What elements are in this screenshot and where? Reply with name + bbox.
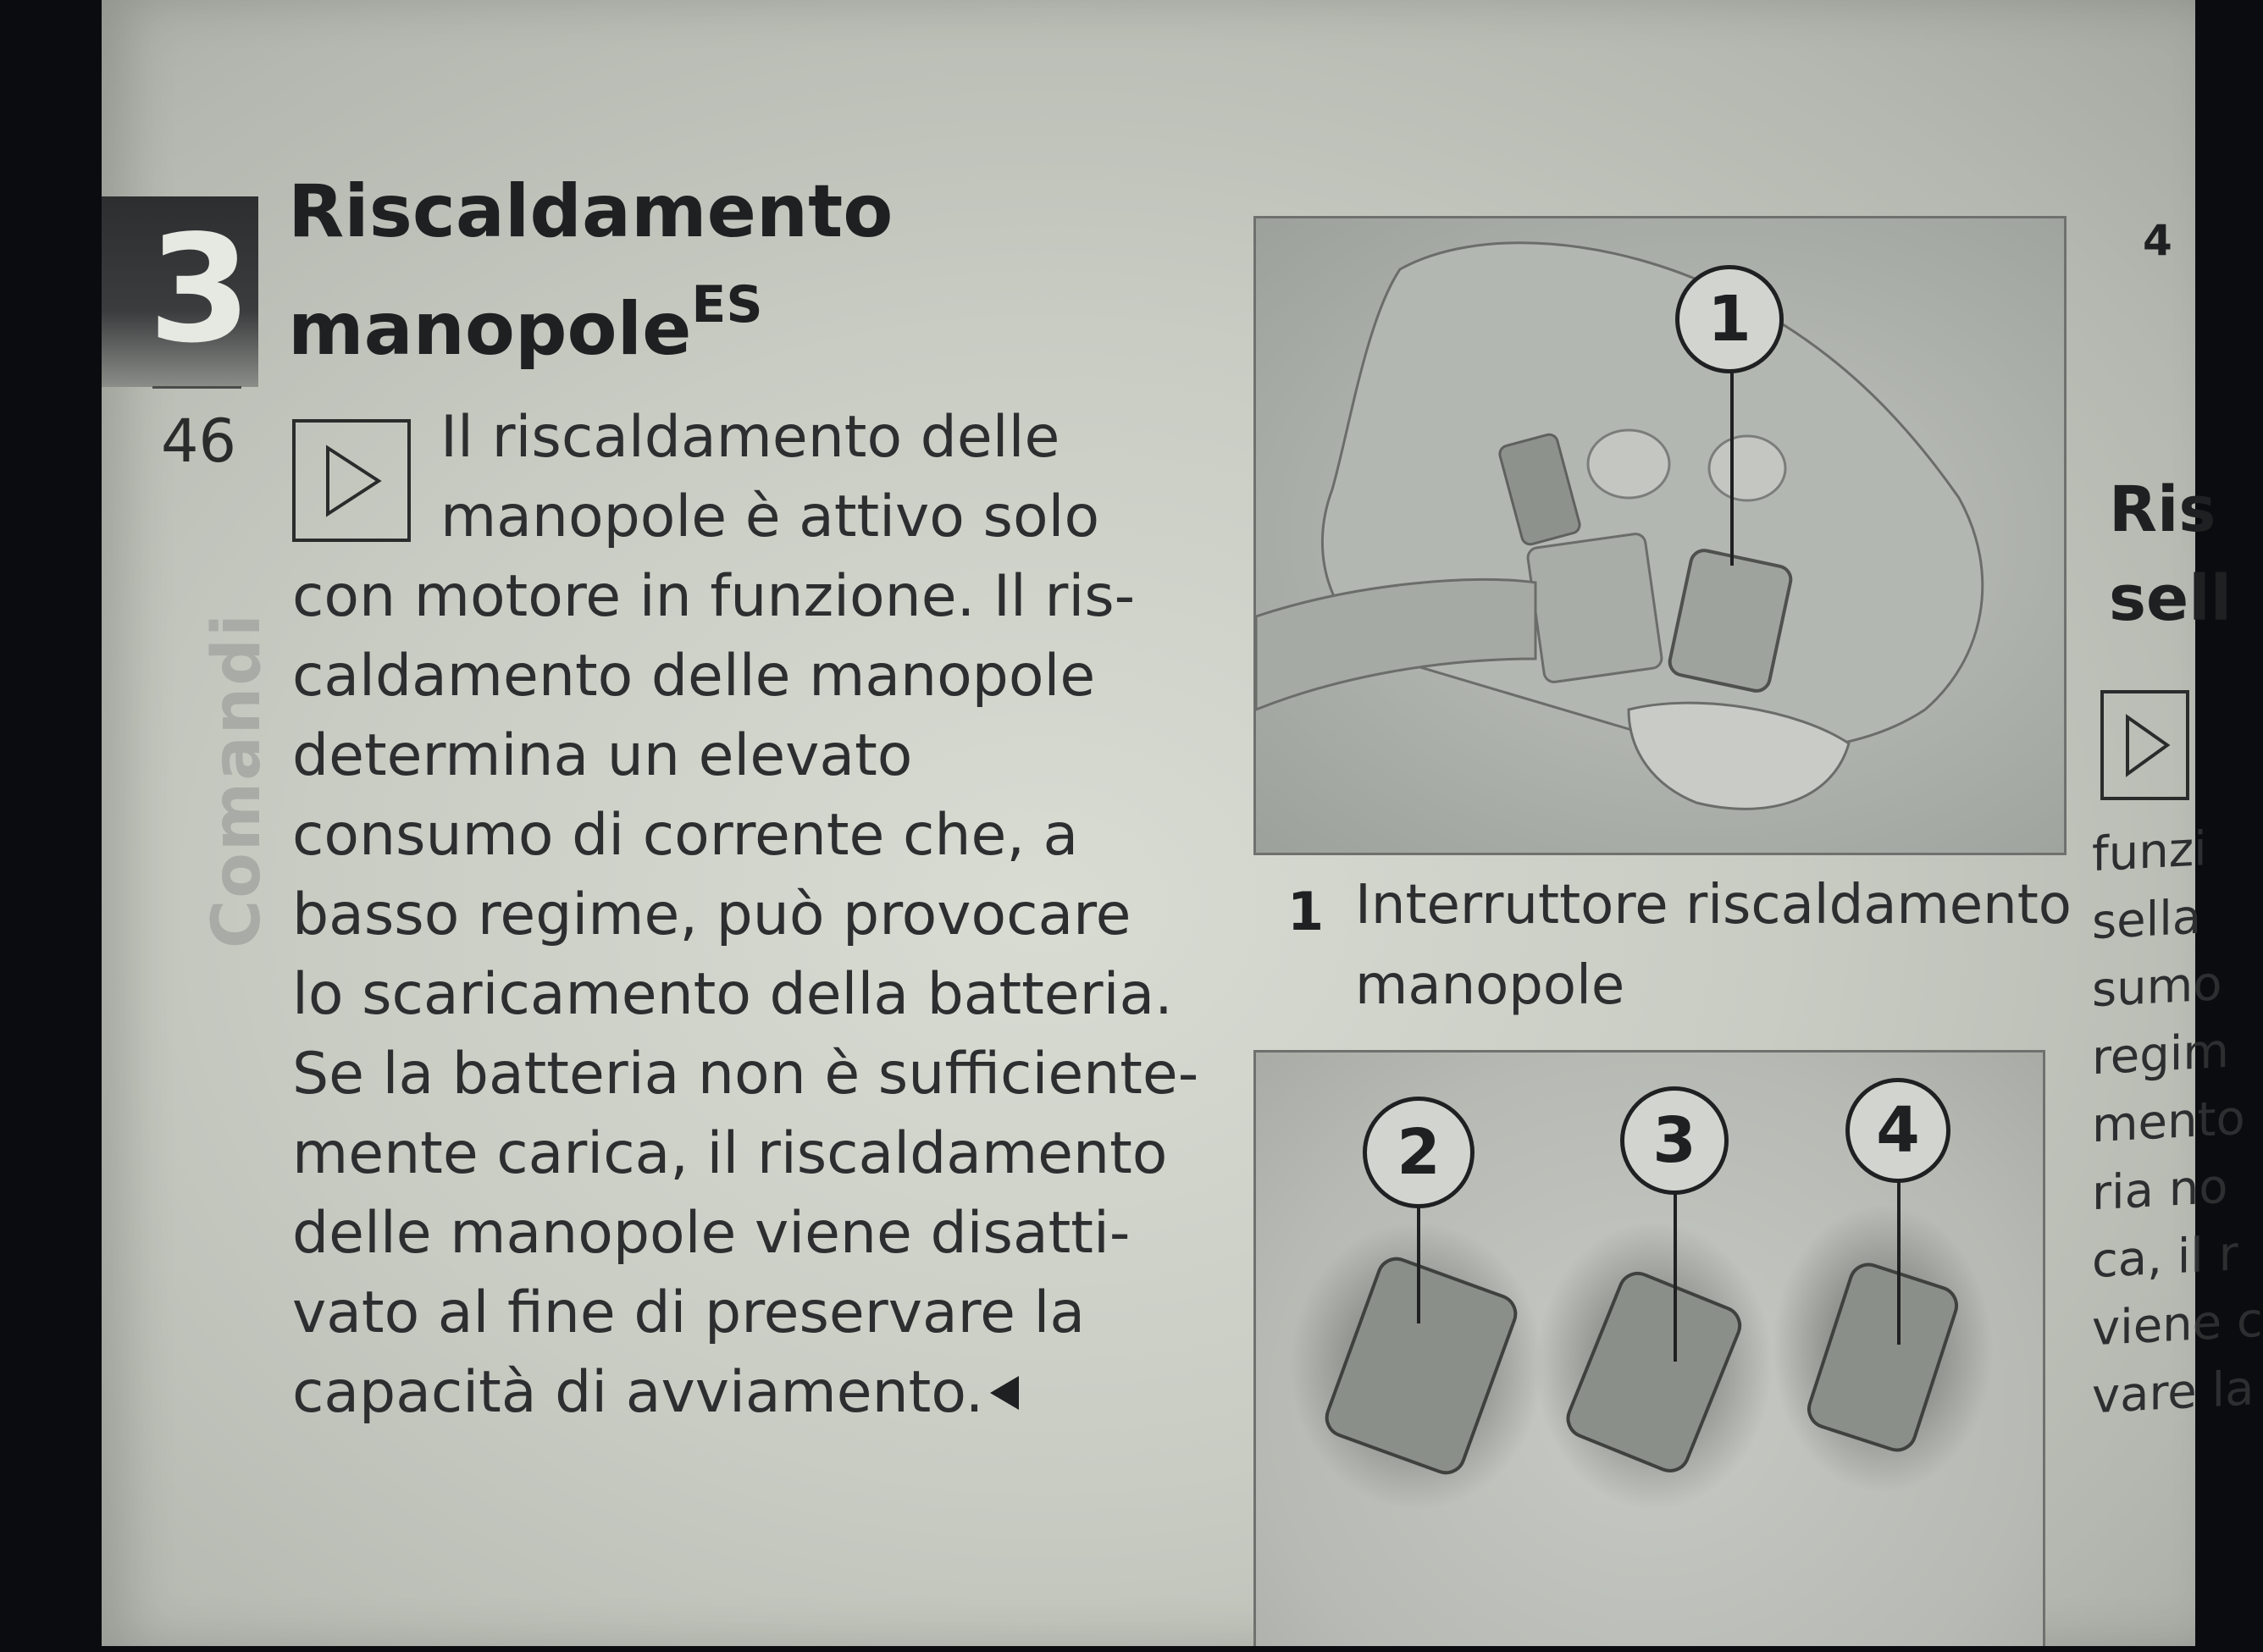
facing-title-line: Ris bbox=[2109, 473, 2216, 546]
title-line-1: Riscaldamento bbox=[288, 169, 894, 254]
figure-handlebar-switch bbox=[1253, 216, 2067, 855]
body-line: Il riscaldamento delle bbox=[440, 404, 1060, 471]
chapter-number: 3 bbox=[148, 204, 252, 376]
end-of-note-icon bbox=[990, 1376, 1019, 1410]
facing-page-number: 4 bbox=[2143, 216, 2172, 265]
facing-page-title bbox=[2109, 466, 2232, 644]
body-paragraph bbox=[292, 398, 1215, 1433]
facing-page-fragment bbox=[2083, 0, 2263, 1646]
callout-3: 3 bbox=[1620, 1086, 1729, 1195]
caption-number: 1 bbox=[1287, 881, 1325, 942]
facing-text-line: mento bbox=[2092, 1090, 2245, 1154]
body-line: determina un elevato bbox=[292, 722, 913, 789]
handlebar-illustration bbox=[1256, 218, 2064, 853]
body-line: manopole è attivo solo bbox=[440, 483, 1100, 550]
caption-line: Interruttore riscaldamento bbox=[1355, 874, 2072, 937]
facing-text-line: funzi bbox=[2092, 821, 2207, 883]
body-line: caldamento delle manopole bbox=[292, 643, 1096, 710]
title-line-2 bbox=[288, 258, 893, 376]
facing-text-line: sumo bbox=[2092, 956, 2222, 1019]
callout-4: 4 bbox=[1845, 1078, 1950, 1183]
facing-text-line: sella bbox=[2092, 889, 2202, 951]
facing-page-text bbox=[2092, 813, 2263, 1432]
chapter-divider bbox=[152, 386, 241, 389]
section-label: Comandi bbox=[199, 612, 275, 948]
figure-switch-positions bbox=[1253, 1050, 2045, 1646]
title-word: manopole bbox=[288, 287, 692, 372]
body-line: delle manopole viene disatti- bbox=[292, 1200, 1131, 1267]
body-line: mente carica, il riscaldamento bbox=[292, 1120, 1168, 1187]
body-line: Se la batteria non è sufficiente- bbox=[292, 1041, 1199, 1108]
callout-1: 1 bbox=[1675, 265, 1784, 373]
page-number: 46 bbox=[161, 406, 237, 476]
facing-text-line: ca, il r bbox=[2092, 1226, 2238, 1290]
body-line: con motore in funzione. Il ris- bbox=[292, 563, 1136, 630]
facing-text-line: vare la bbox=[2092, 1361, 2255, 1425]
body-line: consumo di corrente che, a bbox=[292, 802, 1079, 869]
body-line: vato al fine di preservare la bbox=[292, 1279, 1086, 1346]
facing-text-line: ria no bbox=[2092, 1158, 2228, 1222]
body-line: lo scaricamento della batteria. bbox=[292, 961, 1173, 1028]
facing-text-line: regim bbox=[2092, 1023, 2229, 1086]
note-arrow-icon bbox=[2100, 690, 2189, 800]
title-superscript: ES bbox=[691, 275, 763, 334]
body-line: basso regime, può provocare bbox=[292, 881, 1132, 948]
figure-caption bbox=[1355, 865, 2072, 1026]
section-title bbox=[288, 165, 893, 376]
callout-2: 2 bbox=[1363, 1097, 1475, 1208]
facing-text-line: viene c bbox=[2092, 1292, 2263, 1357]
body-line: capacità di avviamento. bbox=[292, 1359, 984, 1426]
body-line-last bbox=[292, 1353, 1215, 1433]
caption-line: manopole bbox=[1355, 954, 1625, 1017]
facing-title-line: sell bbox=[2109, 562, 2232, 635]
